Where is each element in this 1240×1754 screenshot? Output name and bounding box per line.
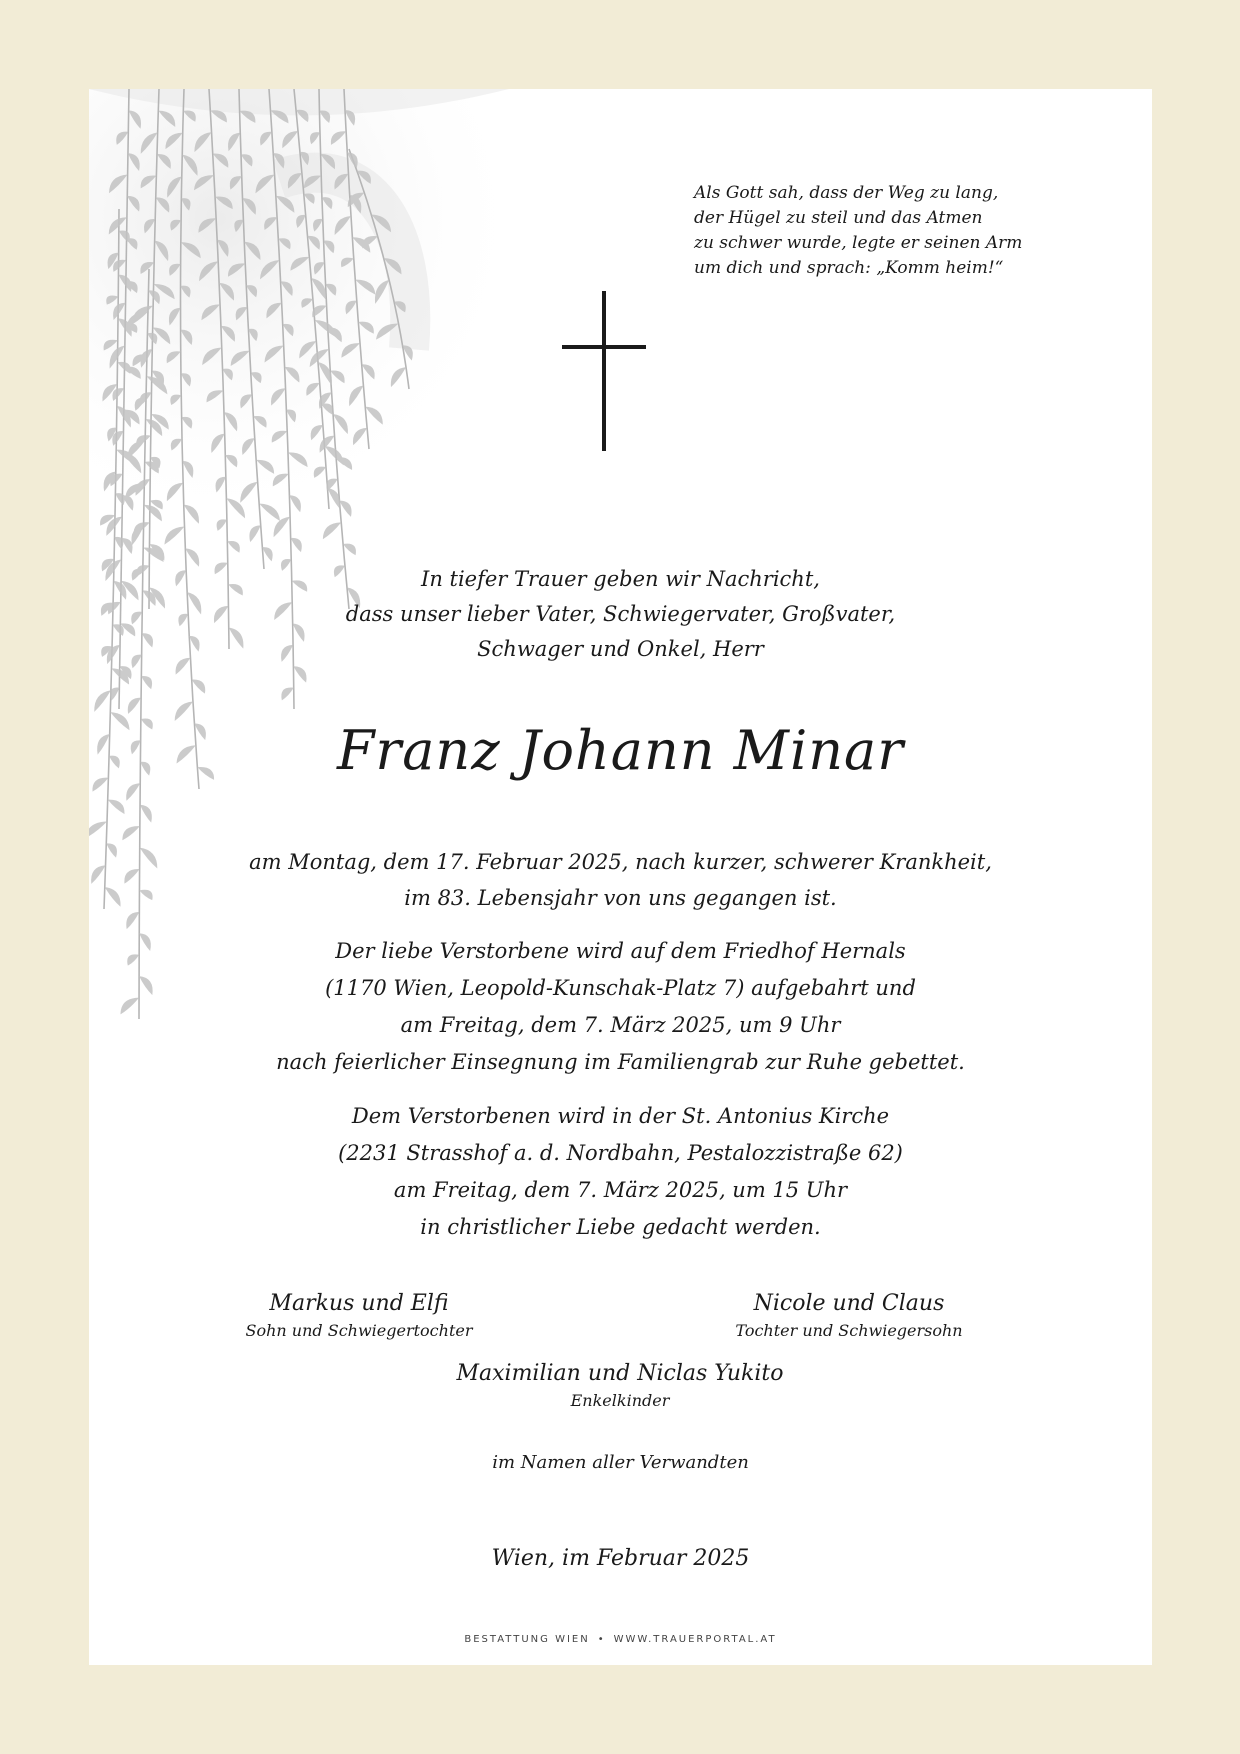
text-line: (2231 Strasshof a. d. Nordbahn, Pestalozzistraße 62) [338,1141,903,1165]
willow-leaf [140,805,152,823]
mourner-relation: Sohn und Schwiegertochter [245,1321,473,1340]
poem-quote [694,181,1114,281]
announcement-intro [89,562,1152,667]
text-line: am Montag, dem 17. Februar 2025, nach kurzer, schwerer Krankheit, [249,850,992,874]
death-details [89,844,1152,916]
memorial-mass-details [89,1098,1152,1246]
burial-details [89,933,1152,1081]
intro-line: In tiefer Trauer geben wir Nachricht, [421,567,820,591]
poem-line: Als Gott sah, dass der Weg zu lang, [694,183,999,203]
text-line: Der liebe Verstorbene wird auf dem Friedhof Hernals [335,939,906,963]
text-line: Dem Verstorbenen wird in der St. Antonius Kirche [351,1104,890,1128]
text-line: (1170 Wien, Leopold-Kunschak-Platz 7) aufgebahrt und [325,976,916,1000]
text-line: im 83. Lebensjahr von uns gegangen ist. [404,886,837,910]
footer-company: BESTATTUNG WIEN [464,1634,590,1645]
poem-line: der Hügel zu steil und das Atmen [694,208,983,228]
willow-leaf [94,690,111,712]
footer-separator: • [597,1634,606,1645]
mourner-relation: Enkelkinder [570,1391,670,1410]
mourner-names: Maximilian und Niclas Yukito [456,1361,784,1386]
place-date: Wien, im Februar 2025 [491,1546,750,1571]
mourner-block [709,1289,989,1343]
mourner-relation: Tochter und Schwiegersohn [735,1321,963,1340]
willow-leaf [192,680,206,694]
willow-leaf [281,687,293,700]
mourner-names: Nicole und Claus [753,1291,945,1316]
footer-website: WWW.TRAUERPORTAL.AT [613,1634,777,1645]
poem-line: um dich und sprach: „Komm heim!“ [694,258,1004,278]
relatives-line: im Namen aller Verwandten [492,1452,749,1473]
intro-line: Schwager und Onkel, Herr [477,637,764,661]
willow-leaf [128,698,141,714]
willow-leaf [108,800,125,814]
cross-icon [562,291,646,451]
willow-leaf [122,826,139,840]
mourner-names: Markus und Elfi [269,1291,449,1316]
footer [89,1634,1152,1645]
willow-leaf [293,666,306,682]
willow-leaf [89,822,107,839]
willow-leaf [141,676,152,689]
text-line: in christlicher Liebe gedacht werden. [420,1215,821,1239]
deceased-name: Franz Johann Minar [336,719,905,782]
obituary-card [89,89,1152,1665]
text-line: am Freitag, dem 7. März 2025, um 15 Uhr [393,1178,848,1202]
poem-line: zu schwer wurde, legte er seinen Arm [694,233,1023,253]
text-line: am Freitag, dem 7. März 2025, um 9 Uhr [400,1013,841,1037]
willow-leaf [110,687,119,700]
text-line: nach feierlicher Einsegnung im Familiengrab zur Ruhe gebettet. [276,1050,965,1074]
mourner-block [219,1289,499,1343]
intro-line: dass unser lieber Vater, Schwiegervater, Großvater, [345,602,896,626]
mourner-block [420,1359,820,1413]
